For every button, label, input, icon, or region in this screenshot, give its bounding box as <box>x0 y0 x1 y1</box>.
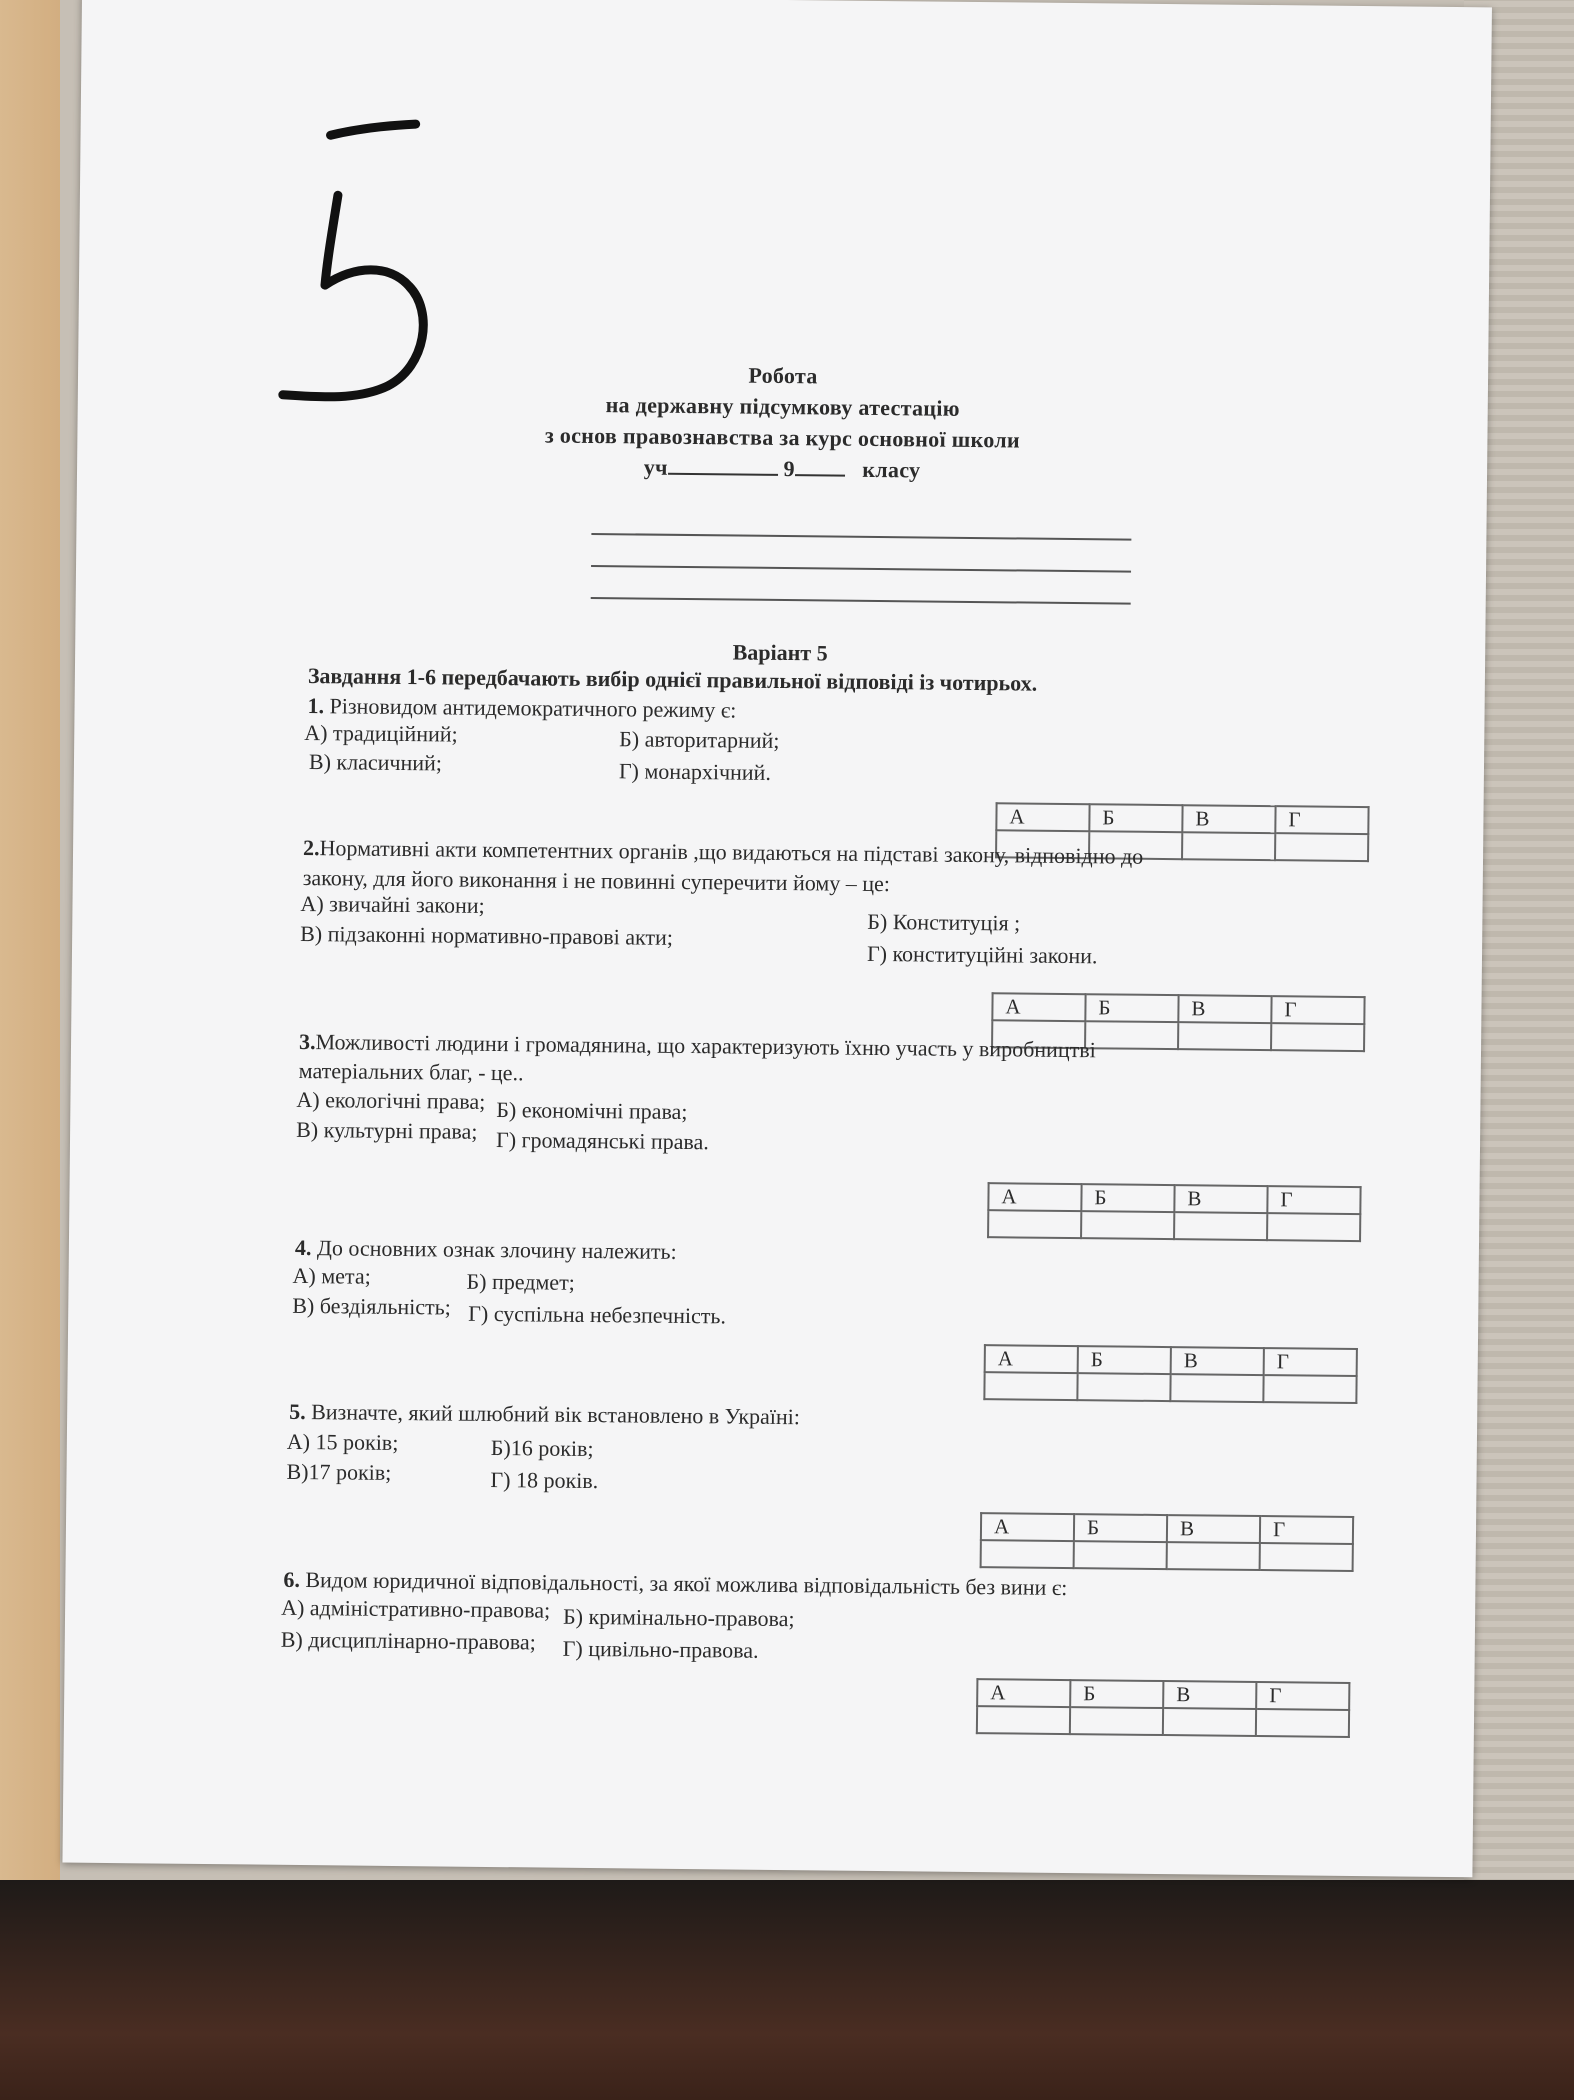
option-a: А) екологічні права; <box>296 1086 486 1114</box>
answer-grid-5 <box>980 1512 1355 1572</box>
option-v: В)17 років; <box>286 1458 392 1485</box>
option-b: Б)16 років; <box>490 1434 594 1462</box>
question-4 <box>295 1233 677 1266</box>
question-text: До основних ознак злочину належить: <box>316 1235 677 1264</box>
floor <box>0 1880 1574 2100</box>
answer-header-b: Б <box>1074 1514 1167 1542</box>
option-b: Б) предмет; <box>466 1268 576 1295</box>
option-g: Г) цивільно-правова. <box>562 1635 759 1663</box>
variant-title: Варіант 5 <box>732 639 828 666</box>
answer-cell-g[interactable] <box>1256 1709 1349 1737</box>
option-g: Г) суспільна небезпечність. <box>468 1300 727 1329</box>
answer-grid-6 <box>976 1678 1351 1738</box>
answer-header-g: Г <box>1271 996 1364 1024</box>
answer-header-v: В <box>1174 1185 1267 1213</box>
answer-header-v: В <box>1178 995 1271 1023</box>
answer-header-a: А <box>977 1679 1070 1707</box>
option-v: В) дисциплінарно-правова; <box>280 1626 536 1655</box>
question-5 <box>289 1397 800 1431</box>
option-g: Г) монархічний. <box>618 758 772 785</box>
class-letter-blank[interactable] <box>795 456 845 477</box>
header <box>77 353 1488 492</box>
name-line[interactable] <box>591 567 1131 605</box>
option-a: А) адміністративно-правова; <box>281 1594 551 1623</box>
class-number: 9 <box>783 455 796 482</box>
answer-header-a: А <box>992 993 1085 1021</box>
option-a: А) 15 років; <box>286 1428 399 1456</box>
answer-header-b: Б <box>1089 804 1182 832</box>
question-number: 4. <box>294 1234 312 1261</box>
option-v: В) підзаконні нормативно-правові акти; <box>300 920 674 950</box>
option-b: Б) авторитарний; <box>619 726 780 753</box>
answer-cell-v[interactable] <box>1167 1542 1260 1570</box>
option-a: А) мета; <box>292 1262 371 1289</box>
answer-cell-v[interactable] <box>1163 1708 1256 1736</box>
answer-cell-b[interactable] <box>1081 1211 1174 1239</box>
answer-header-g: Г <box>1267 1186 1360 1214</box>
answer-cell-g[interactable] <box>1271 1023 1364 1051</box>
question-number: 2. <box>302 834 320 861</box>
option-a: А) традиційний; <box>304 719 458 747</box>
answer-header-g: Г <box>1260 1516 1353 1544</box>
question-text: Різновидом антидемократичного режиму є: <box>329 693 737 723</box>
option-g: Г) 18 років. <box>490 1466 599 1494</box>
answer-header-a: А <box>981 1513 1074 1541</box>
question-number: 3. <box>298 1028 316 1055</box>
answer-cell-a[interactable] <box>988 1210 1081 1238</box>
question-3-cont: матеріальних благ, - це.. <box>298 1057 524 1086</box>
answer-header-a: А <box>985 1345 1078 1373</box>
option-v: В) бездіяльність; <box>292 1292 452 1320</box>
answer-cell-g[interactable] <box>1260 1543 1353 1571</box>
question-2-cont: закону, для його виконання і не повинні суперечити йому – це: <box>302 864 891 897</box>
answer-cell-b[interactable] <box>1074 1541 1167 1569</box>
exam-sheet <box>62 0 1492 1877</box>
header-title: Робота <box>748 362 818 389</box>
answer-cell-b[interactable] <box>1070 1707 1163 1735</box>
answer-cell-b[interactable] <box>1085 1021 1178 1049</box>
answer-cell-v[interactable] <box>1170 1374 1263 1402</box>
answer-header-b: Б <box>1085 994 1178 1022</box>
question-number: 6. <box>283 1566 301 1592</box>
class-word: класу <box>862 456 921 483</box>
student-blank[interactable] <box>668 455 778 476</box>
answer-cell-b[interactable] <box>1077 1373 1170 1401</box>
answer-header-v: В <box>1167 1515 1260 1543</box>
answer-cell-g[interactable] <box>1275 833 1368 861</box>
answer-cell-a[interactable] <box>977 1706 1070 1734</box>
answer-cell-v[interactable] <box>1182 832 1275 860</box>
answer-cell-a[interactable] <box>984 1372 1077 1400</box>
answer-header-b: Б <box>1081 1184 1174 1212</box>
option-g: Г) громадянські права. <box>495 1127 709 1155</box>
answer-header-g: Г <box>1264 1348 1357 1376</box>
question-text: Визначте, який шлюбний вік встановлено в Україні: <box>311 1399 801 1430</box>
student-prefix: уч <box>643 454 668 480</box>
answer-cell-g[interactable] <box>1263 1375 1356 1403</box>
question-number: 5. <box>289 1398 306 1425</box>
question-text: Нормативні акти компетентних органів ,що видаються на підставі закону, відповідно до <box>319 835 1144 869</box>
answer-header-v: В <box>1163 1681 1256 1709</box>
question-1 <box>307 691 736 724</box>
question-text: Можливості людини і громадянина, що характеризують їхню участь у виробництві <box>315 1029 1096 1063</box>
answer-grid-4 <box>983 1344 1358 1404</box>
header-subtitle: на державну підсумкову атестацію <box>605 392 960 421</box>
option-a: А) звичайні закони; <box>300 890 485 918</box>
answer-grid-3 <box>987 1182 1362 1242</box>
answer-cell-a[interactable] <box>981 1540 1074 1568</box>
answer-cell-v[interactable] <box>1178 1022 1271 1050</box>
option-b: Б) економічні права; <box>496 1097 688 1125</box>
option-b: Б) кримінально-правова; <box>562 1603 795 1632</box>
answer-header-b: Б <box>1070 1680 1163 1708</box>
header-course: з основ правознавства за курс основної школи <box>544 422 1021 453</box>
question-text: Видом юридичної відповідальності, за якої можлива відповідальність без вини є: <box>305 1567 1068 1601</box>
option-v: В) культурні права; <box>296 1116 478 1144</box>
answer-cell-v[interactable] <box>1174 1212 1267 1240</box>
answer-cell-g[interactable] <box>1267 1213 1360 1241</box>
answer-header-a: А <box>988 1183 1081 1211</box>
answer-header-g: Г <box>1256 1682 1349 1710</box>
answer-header-v: В <box>1182 805 1275 833</box>
option-b: Б) Конституція ; <box>867 908 1021 936</box>
option-g: Г) конституційні закони. <box>866 940 1098 969</box>
name-lines <box>591 503 1132 605</box>
answer-header-a: А <box>996 803 1089 831</box>
answer-header-g: Г <box>1275 806 1368 834</box>
option-v: В) класичний; <box>308 749 443 776</box>
answer-header-v: В <box>1171 1347 1264 1375</box>
question-number: 1. <box>307 693 325 719</box>
instructions: Завдання 1-6 передбачають вибір однієї правильної відповіді із чотирьох. <box>307 663 1038 696</box>
answer-header-b: Б <box>1078 1346 1171 1374</box>
